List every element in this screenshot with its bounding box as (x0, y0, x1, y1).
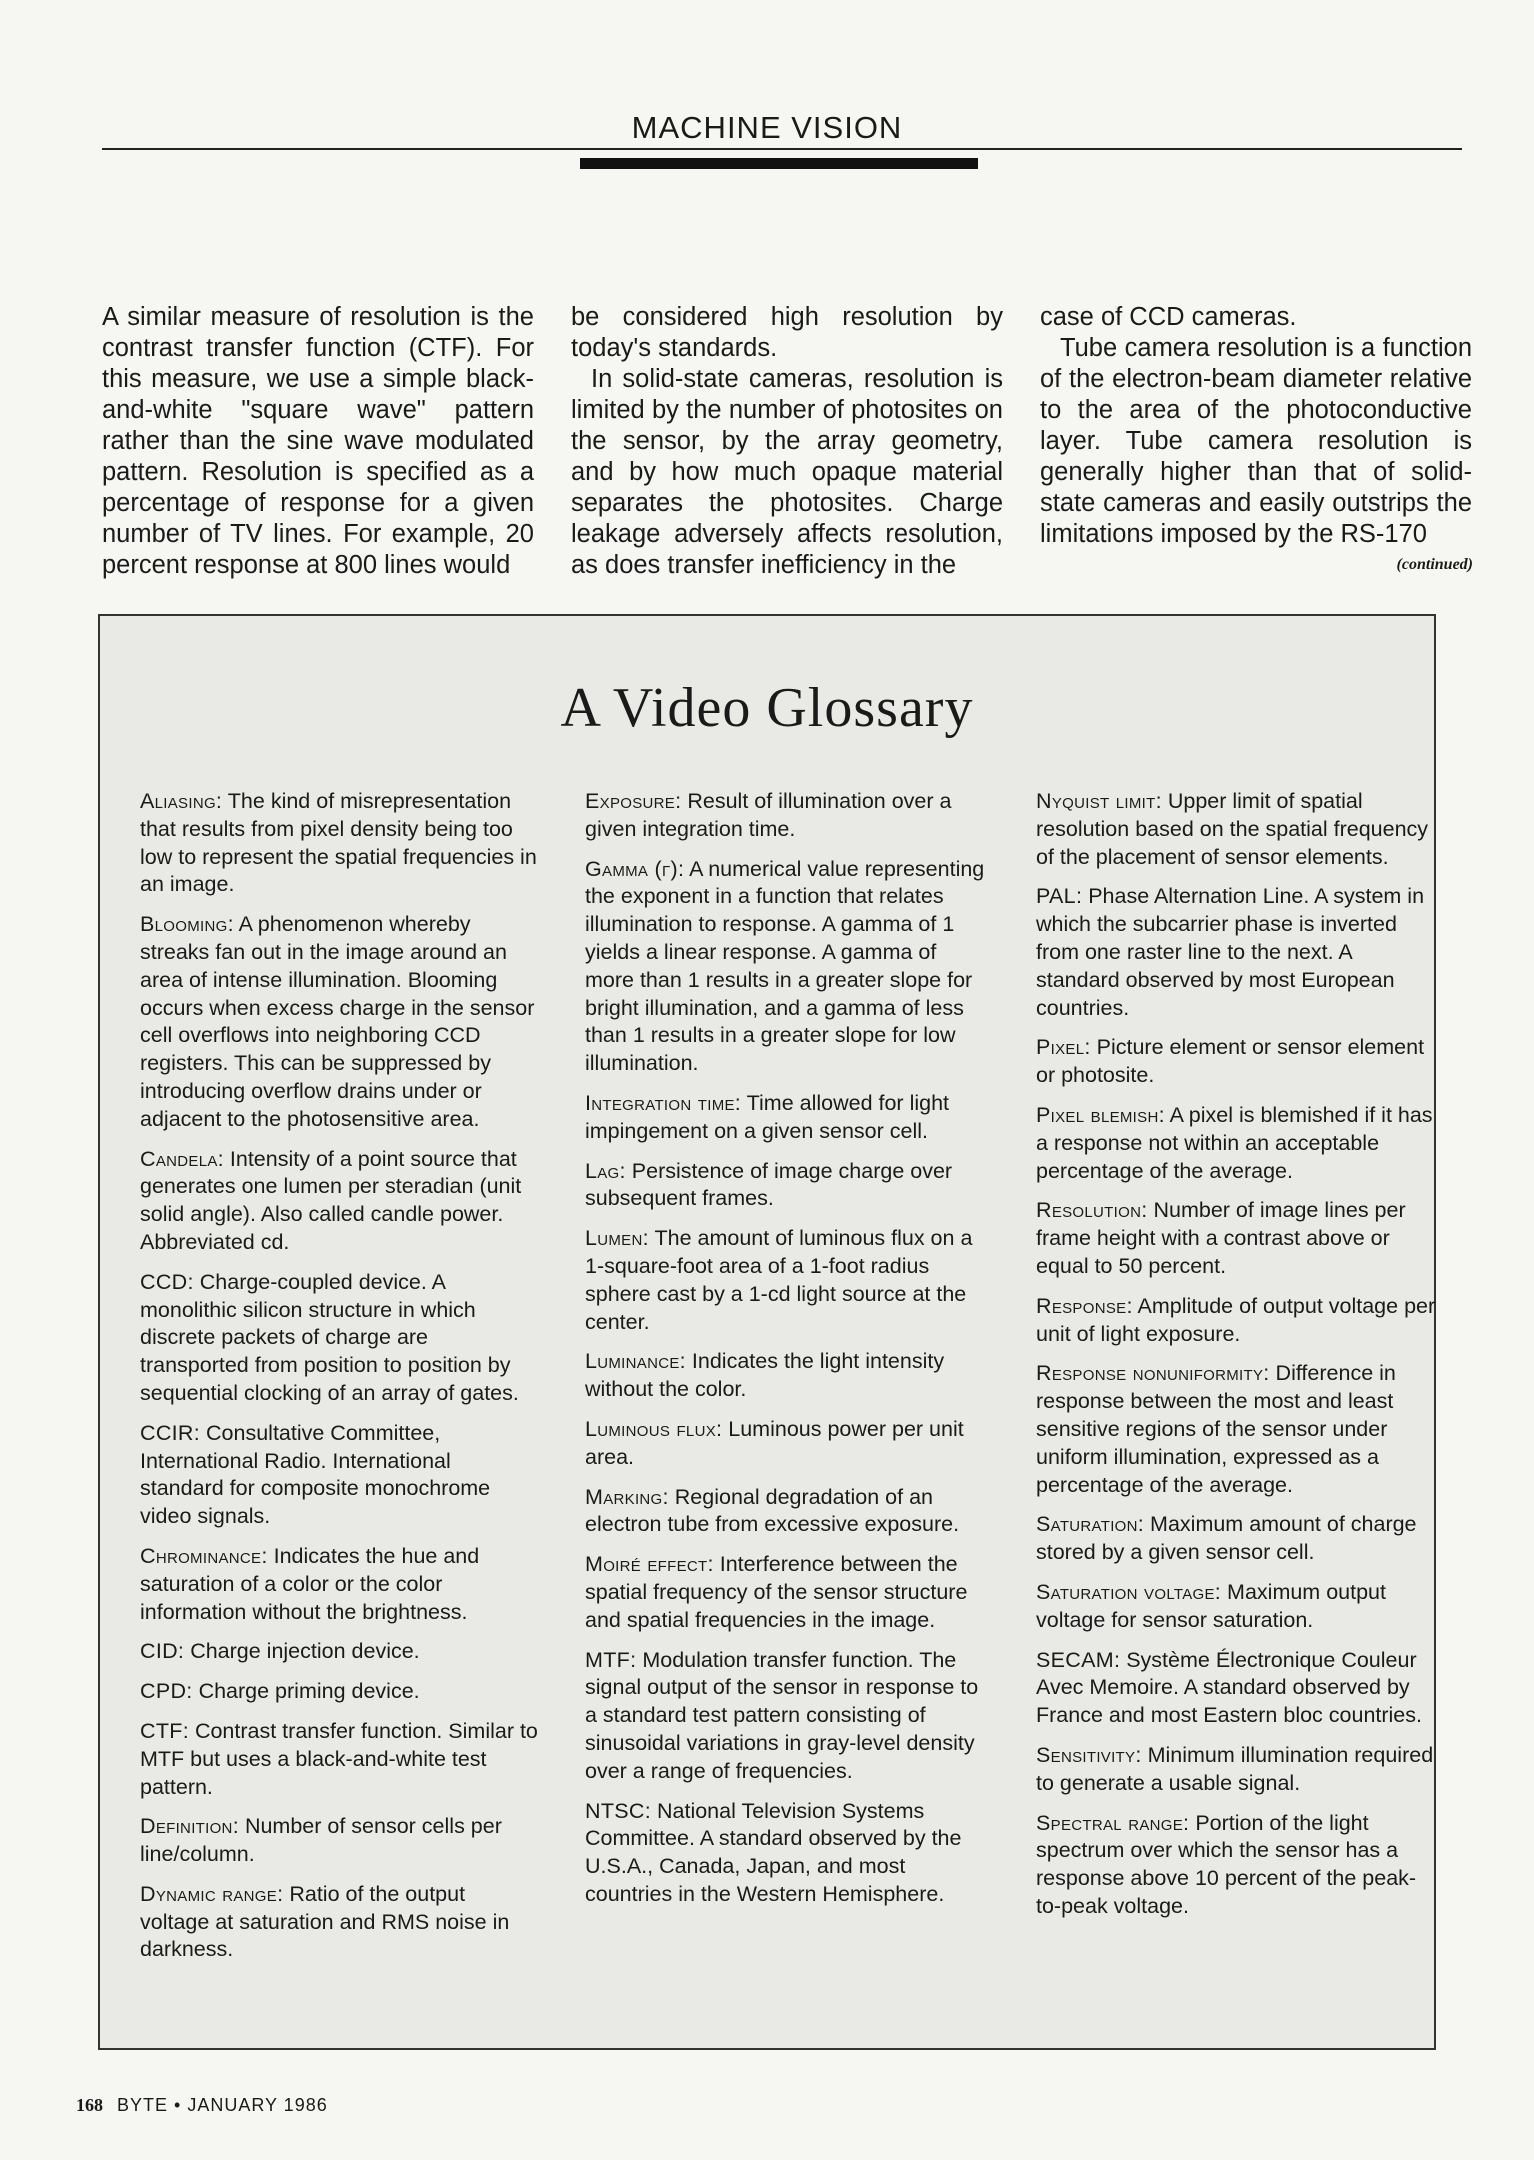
glossary-entry (1036, 1293, 1436, 1349)
glossary-entry (1036, 1197, 1436, 1280)
glossary-term: Blooming: (140, 912, 234, 937)
glossary-term: CCIR: (140, 1420, 201, 1445)
glossary-entry (585, 856, 985, 1078)
glossary-definition: Système Électronique Couleur Avec Memoire. A standard observed by France and most Eastern bloc countries. (1036, 1647, 1422, 1728)
glossary-entry (140, 1678, 540, 1706)
glossary-entry (1036, 1742, 1436, 1798)
glossary-definition: Contrast transfer function. Similar to MTF but uses a black-and-white test pattern. (140, 1718, 538, 1799)
glossary-definition: Indicates the hue and saturation of a color or the color information without the brightness. (140, 1543, 480, 1624)
glossary-entry (585, 1225, 985, 1336)
header-rule-thin (102, 148, 1462, 150)
glossary-definition: Upper limit of spatial resolution based on the spatial frequency of the placement of sensor elements. (1036, 789, 1429, 869)
section-title: MACHINE VISION (631, 110, 903, 145)
glossary-entry (140, 788, 540, 899)
glossary-term: NTSC: (585, 1798, 651, 1823)
glossary-term: Nyquist limit: (1036, 789, 1162, 813)
glossary-entry (140, 1813, 540, 1869)
glossary-term: MTF: (585, 1647, 637, 1672)
glossary-term: Moiré effect: (585, 1552, 714, 1577)
glossary-entry (1036, 1579, 1436, 1635)
glossary-entry (1036, 883, 1436, 1022)
glossary-term: Luminous flux: (585, 1416, 723, 1441)
glossary-entry (140, 1420, 540, 1531)
glossary-term: Aliasing: (140, 789, 223, 813)
glossary-entry (585, 1551, 985, 1634)
glossary-column-2 (585, 788, 985, 1921)
glossary-definition: The amount of luminous flux on a 1-square-foot area of a 1-foot radius sphere cast by a 1-cd light source at the center. (585, 1226, 973, 1334)
glossary-term: Gamma (γ): (585, 856, 685, 881)
glossary-term: Response: (1036, 1293, 1133, 1318)
glossary-definition: Persistence of image charge over subsequent frames. (585, 1158, 953, 1211)
glossary-definition: Time allowed for light impingement on a given sensor cell. (585, 1090, 950, 1143)
glossary-definition: Interference between the spatial frequency of the sensor structure and spatial frequencies in the image. (585, 1552, 968, 1632)
glossary-definition: Ratio of the output voltage at saturation and RMS noise in darkness. (140, 1881, 510, 1962)
glossary-term: Saturation: (1036, 1512, 1145, 1537)
glossary-entry (585, 1416, 985, 1472)
glossary-term: Lumen: (585, 1226, 649, 1251)
page-footer (76, 2095, 328, 2116)
glossary-entry (140, 1146, 540, 1257)
glossary-definition: Amplitude of output voltage per unit of light exposure. (1036, 1293, 1436, 1346)
header-rule-thick (580, 158, 978, 169)
glossary-definition: Consultative Committee, International Radio. International standard for composite monochrome video signals. (140, 1420, 491, 1529)
glossary-term: Candela: (140, 1146, 224, 1171)
glossary-term: Sensitivity: (1036, 1742, 1142, 1767)
glossary-entry (1036, 788, 1436, 871)
glossary-term: CTF: (140, 1718, 189, 1743)
article-column-2 (571, 302, 1003, 581)
glossary-definition: Phase Alternation Line. A system in which the subcarrier phase is inverted from one raster line to the next. A standard observed by most European countries. (1036, 884, 1425, 1020)
glossary-entry (140, 1881, 540, 1964)
glossary-definition: Picture element or sensor element or photosite. (1036, 1035, 1425, 1088)
glossary-entry (140, 1543, 540, 1626)
glossary-term: Integration time: (585, 1090, 742, 1115)
glossary-entry (140, 911, 540, 1133)
glossary-term: CID: (140, 1639, 185, 1664)
glossary-entry (140, 1638, 540, 1666)
glossary-term: Spectral range: (1036, 1810, 1190, 1835)
glossary-definition: Intensity of a point source that generates one lumen per steradian (unit solid angle). Also called candle power. Abbreviated cd. (140, 1146, 522, 1254)
glossary-definition: Difference in response between the most and least sensitive regions of the sensor under uniform illumination, expressed as a percentage of the average. (1036, 1361, 1396, 1497)
glossary-term: PAL: (1036, 884, 1083, 909)
glossary-term: SECAM: (1036, 1647, 1121, 1672)
glossary-entry (585, 1090, 985, 1146)
glossary-column-1 (140, 788, 540, 1976)
glossary-definition: Minimum illumination required to generate a usable signal. (1036, 1742, 1434, 1795)
footer-issue: BYTE • JANUARY 1986 (117, 2095, 328, 2115)
glossary-entry (585, 1484, 985, 1540)
glossary-entry (140, 1269, 540, 1408)
glossary-definition: Indicates the light intensity without the color. (585, 1349, 945, 1402)
glossary-term: Pixel: (1036, 1035, 1091, 1060)
glossary-term: Definition: (140, 1814, 239, 1839)
glossary-definition: Luminous power per unit area. (585, 1416, 964, 1469)
glossary-definition: The kind of misrepresentation that results from pixel density being too low to represent the spatial frequencies in an image. (140, 789, 537, 897)
glossary-definition: Modulation transfer function. The signal output of the sensor in response to a standard test pattern consisting of sinusoidal variations in gray-level density over a range of frequencies. (585, 1647, 979, 1783)
glossary-entry (140, 1718, 540, 1801)
glossary-definition: A pixel is blemished if it has a response not within an acceptable percentage of the average. (1036, 1102, 1433, 1183)
glossary-entry (585, 1158, 985, 1214)
glossary-definition: A phenomenon whereby streaks fan out in the image around an area of intense illumination. Blooming occurs when excess charge in the sensor cell overflows into neighboring CCD registers. This can be suppressed by introducing overflow drains under or adjacent to the photosensitive area. (140, 912, 535, 1131)
glossary-definition: Regional degradation of an electron tube from excessive exposure. (585, 1484, 960, 1537)
article-paragraph: In solid-state cameras, resolution is limited by the number of photosites on the sensor, by the array geometry, and by how much opaque material separates the photosites. Charge leakage adversely affects resolution, as does transfer inefficiency in the (571, 365, 1003, 579)
glossary-term: Luminance: (585, 1349, 686, 1374)
glossary-term: CPD: (140, 1679, 193, 1704)
glossary-term: Lag: (585, 1158, 626, 1183)
glossary-term: Saturation voltage: (1036, 1579, 1222, 1604)
glossary-entry (585, 1798, 985, 1909)
glossary-entry (585, 1647, 985, 1786)
glossary-entry (1036, 1647, 1436, 1730)
glossary-definition: Number of image lines per frame height with a contrast above or equal to 50 percent. (1036, 1198, 1406, 1278)
glossary-entry (1036, 1034, 1436, 1090)
article-paragraph: be considered high resolution by today's standards. (571, 303, 1003, 362)
glossary-definition: Maximum output voltage for sensor saturation. (1036, 1579, 1386, 1632)
page-number: 168 (76, 2095, 103, 2115)
glossary-entry (1036, 1102, 1436, 1185)
glossary-term: Response nonuniformity: (1036, 1361, 1270, 1386)
article-column-1 (102, 302, 534, 581)
glossary-definition: Charge injection device. (190, 1639, 420, 1664)
glossary-term: Chrominance: (140, 1543, 268, 1568)
glossary-definition: Maximum amount of charge stored by a given sensor cell. (1036, 1512, 1417, 1565)
glossary-entry (585, 1348, 985, 1404)
glossary-definition: Charge-coupled device. A monolithic silicon structure in which discrete packets of charge are transported from position to position by sequential clocking of an array of gates. (140, 1269, 519, 1405)
glossary-definition: Charge priming device. (198, 1679, 420, 1704)
glossary-title: A Video Glossary (560, 677, 974, 739)
glossary-sidebar (98, 614, 1436, 2050)
glossary-term: Exposure: (585, 789, 682, 813)
article-paragraph: case of CCD cameras. (1040, 303, 1297, 331)
glossary-definition: Number of sensor cells per line/column. (140, 1814, 502, 1867)
glossary-definition: A numerical value representing the exponent in a function that relates illumination to response. A gamma of 1 yields a linear response. A gamma of more than 1 results in a greater slope for bright illumination, and a gamma of less than 1 results in a greater slope for low illumination. (585, 856, 985, 1076)
glossary-entry (1036, 1810, 1436, 1921)
glossary-term: Marking: (585, 1484, 669, 1509)
continued-note: (continued) (1396, 556, 1473, 573)
glossary-column-3 (1036, 788, 1436, 1933)
glossary-definition: Portion of the light spectrum over which the sensor has a response above 10 percent of the peak-to-peak voltage. (1036, 1810, 1417, 1918)
glossary-term: CCD: (140, 1269, 194, 1294)
article-paragraph: A similar measure of resolution is the contrast transfer function (CTF). For this measure, we use a simple black-and-white "square wave" pattern rather than the sine wave modulated pattern. Resolution is specified as a percentage of response for a given number of TV lines. For example, 20 percent response at 800 lines would (102, 303, 534, 579)
glossary-entry (1036, 1511, 1436, 1567)
glossary-entry (585, 788, 985, 844)
glossary-entry (1036, 1360, 1436, 1499)
glossary-definition: Result of illumination over a given integration time. (585, 789, 952, 841)
article-paragraph: Tube camera resolution is a function of the electron-beam diameter relative to the area of the photoconductive layer. Tube camera resolution is generally higher than that of solid-state cameras and easily outstrips the limitations imposed by the RS-170 (1040, 334, 1472, 548)
glossary-definition: National Television Systems Committee. A standard observed by the U.S.A., Canada, Japan, and most countries in the Western Hemisphere. (585, 1798, 962, 1906)
glossary-term: Dynamic range: (140, 1881, 284, 1906)
article-column-3 (1040, 302, 1472, 550)
glossary-term: Resolution: (1036, 1198, 1148, 1223)
glossary-term: Pixel blemish: (1036, 1102, 1165, 1127)
